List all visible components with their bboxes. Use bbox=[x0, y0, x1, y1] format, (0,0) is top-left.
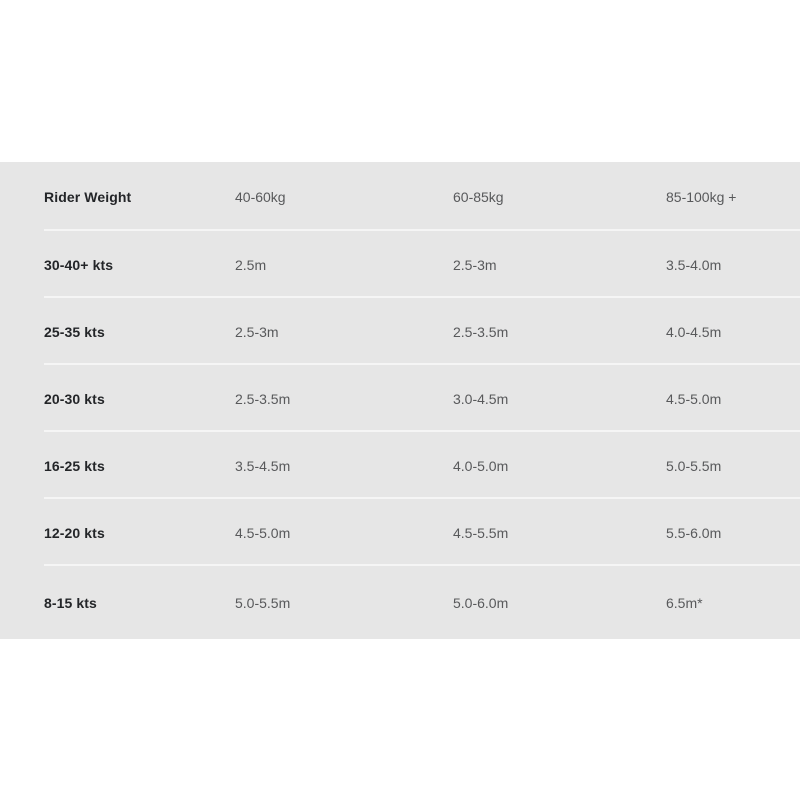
size-value-col1: 2.5m bbox=[235, 256, 267, 273]
size-value-col3: 5.5-6.0m bbox=[666, 524, 722, 541]
table-row bbox=[0, 566, 800, 639]
size-value-col3: 6.5m* bbox=[666, 594, 703, 611]
table-row bbox=[0, 298, 800, 365]
size-value-col1: 2.5-3.5m bbox=[235, 390, 291, 407]
table-row bbox=[0, 365, 800, 432]
size-value-col3: 4.0-4.5m bbox=[666, 323, 722, 340]
wind-range-label: 12-20 kts bbox=[44, 524, 105, 541]
header-cell-weight-range-2: 60-85kg bbox=[453, 188, 504, 205]
wind-range-label: 30-40+ kts bbox=[44, 256, 114, 273]
size-value-col3: 3.5-4.0m bbox=[666, 256, 722, 273]
size-value-col3: 5.0-5.5m bbox=[666, 457, 722, 474]
size-value-col2: 3.0-4.5m bbox=[453, 390, 509, 407]
size-value-col2: 5.0-6.0m bbox=[453, 594, 509, 611]
wind-range-label: 20-30 kts bbox=[44, 390, 105, 407]
header-cell-weight-range-1: 40-60kg bbox=[235, 188, 286, 205]
size-value-col2: 2.5-3.5m bbox=[453, 323, 509, 340]
table-header-row bbox=[0, 162, 800, 231]
size-value-col2: 2.5-3m bbox=[453, 256, 497, 273]
table-row bbox=[0, 432, 800, 499]
size-value-col1: 2.5-3m bbox=[235, 323, 279, 340]
table-row bbox=[0, 499, 800, 566]
wind-range-label: 16-25 kts bbox=[44, 457, 105, 474]
header-cell-weight-range-3: 85-100kg + bbox=[666, 188, 737, 205]
size-value-col2: 4.5-5.5m bbox=[453, 524, 509, 541]
size-value-col1: 4.5-5.0m bbox=[235, 524, 291, 541]
size-value-col1: 5.0-5.5m bbox=[235, 594, 291, 611]
kite-size-table bbox=[0, 162, 800, 639]
size-value-col2: 4.0-5.0m bbox=[453, 457, 509, 474]
wind-range-label: 8-15 kts bbox=[44, 594, 97, 611]
table-row bbox=[0, 231, 800, 298]
size-value-col1: 3.5-4.5m bbox=[235, 457, 291, 474]
size-value-col3: 4.5-5.0m bbox=[666, 390, 722, 407]
header-cell-rider-weight: Rider Weight bbox=[44, 188, 132, 205]
wind-range-label: 25-35 kts bbox=[44, 323, 105, 340]
